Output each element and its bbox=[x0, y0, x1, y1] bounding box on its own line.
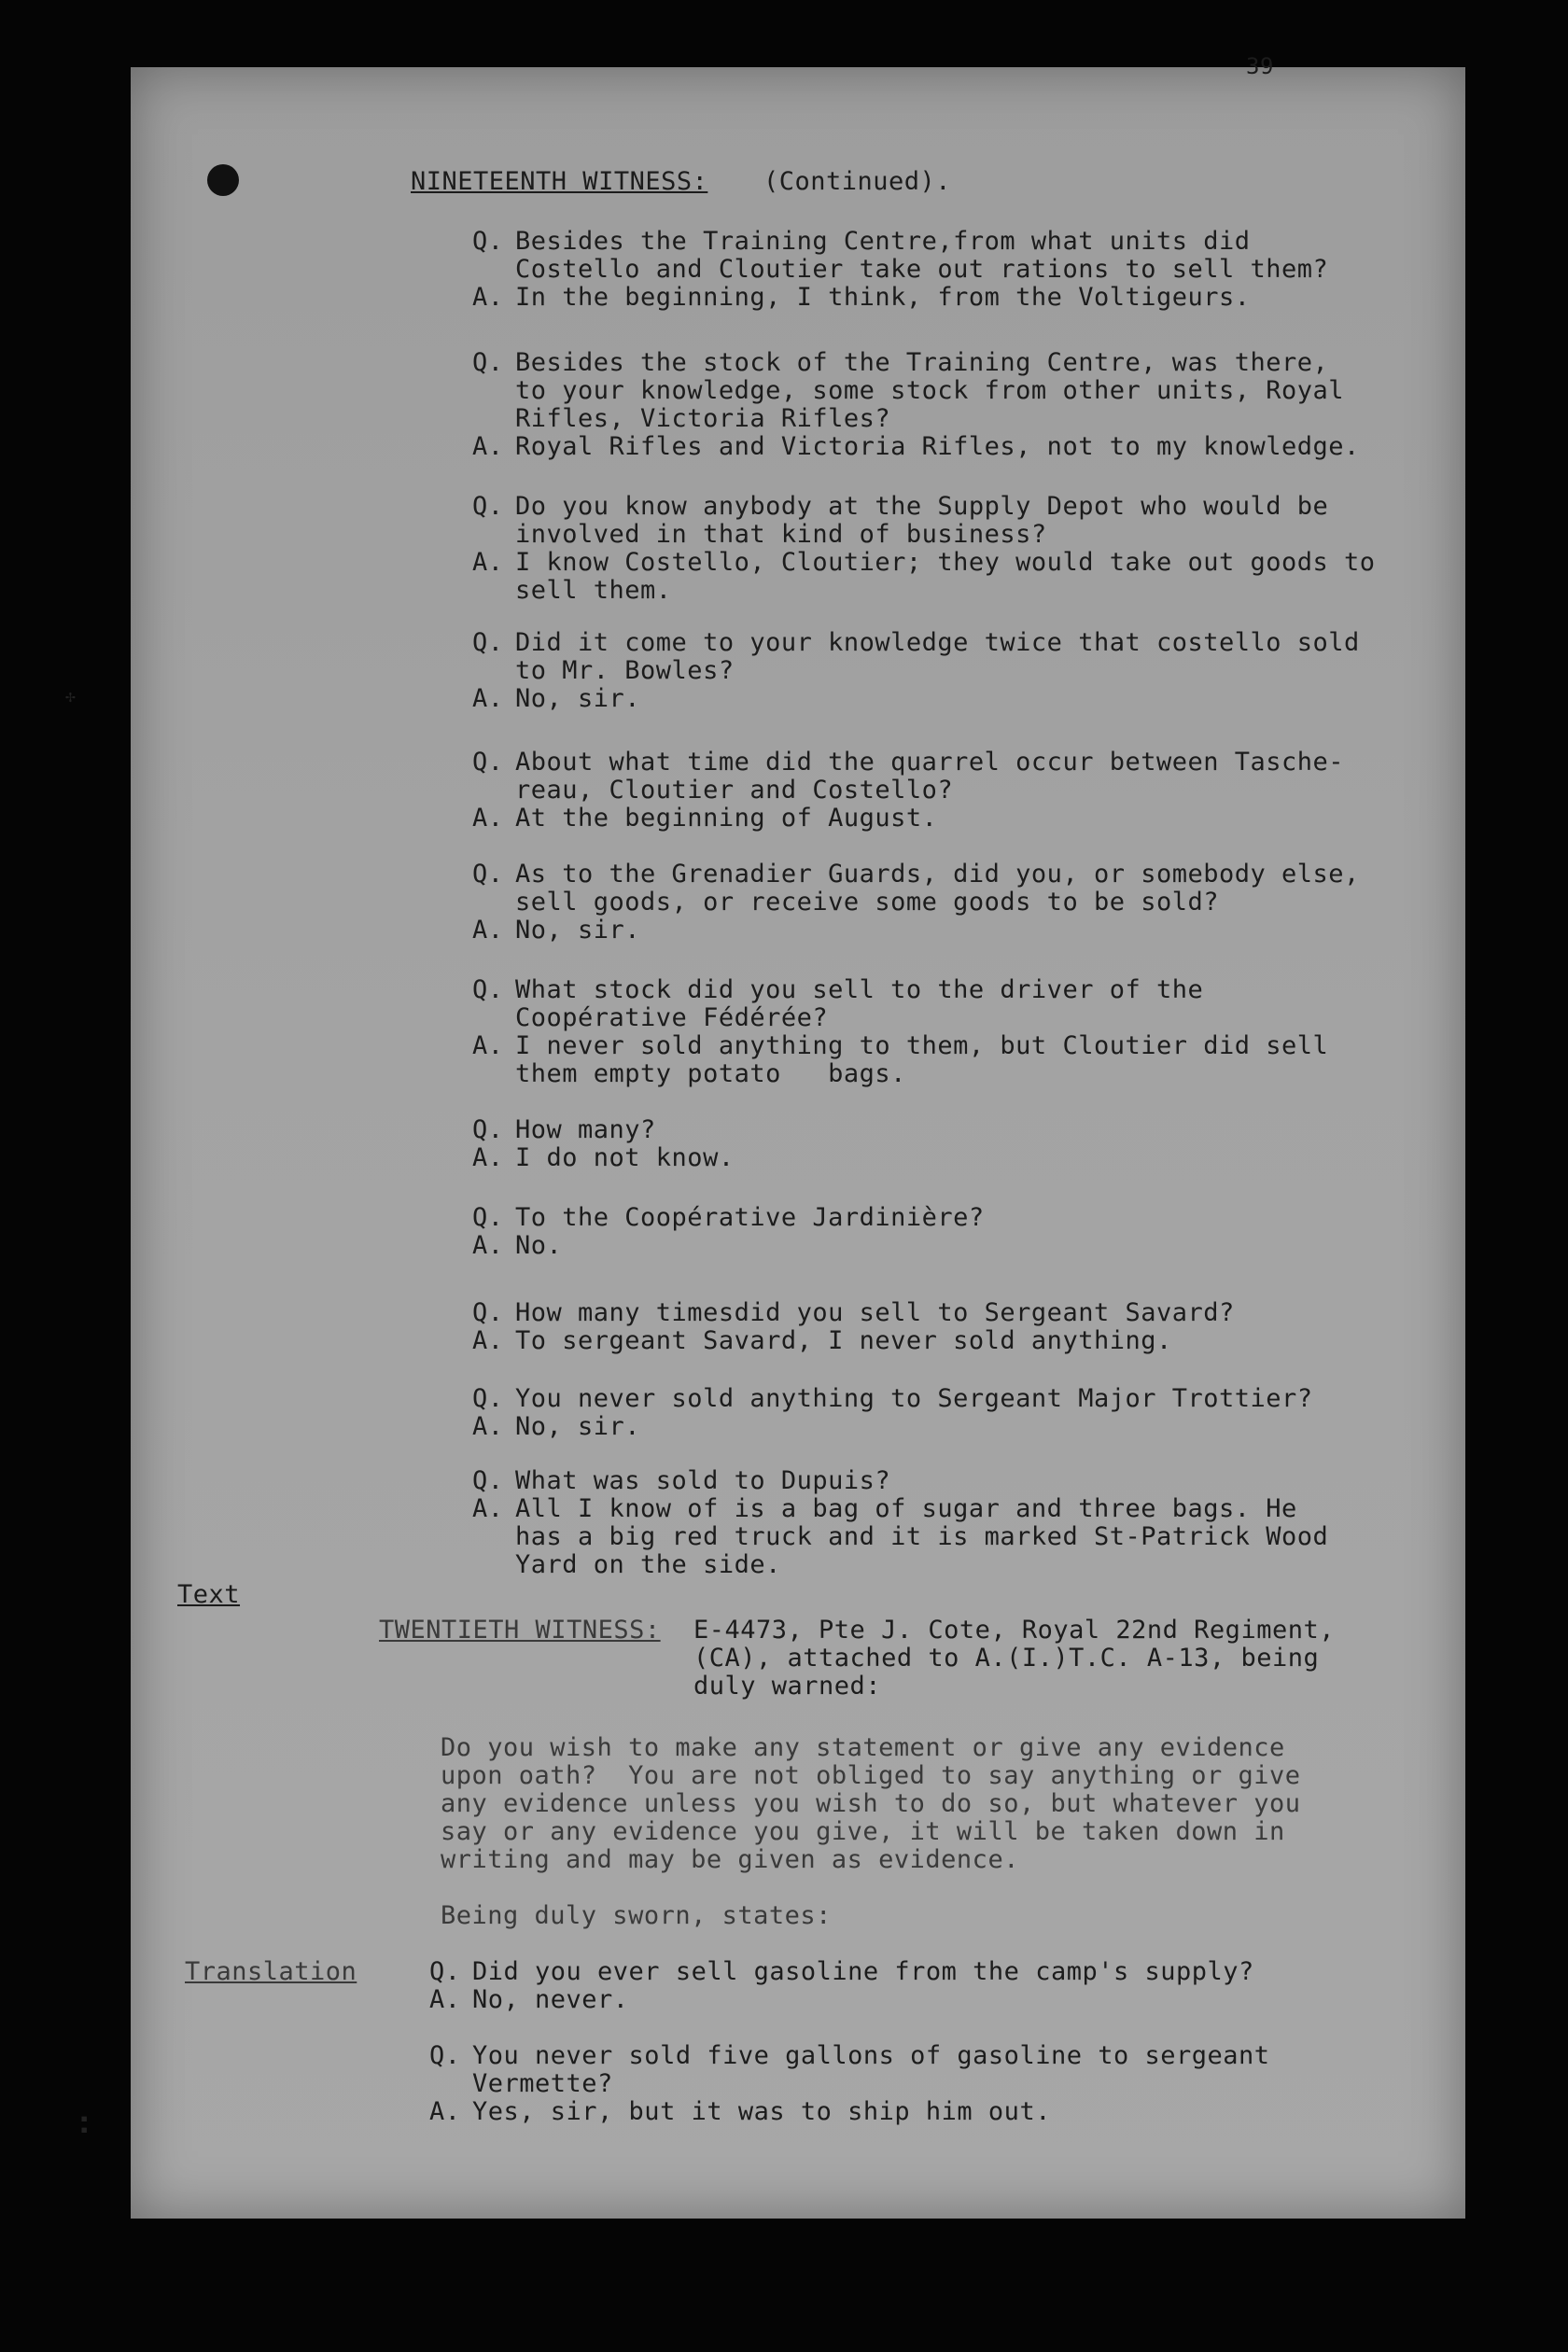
question-text: What stock did you sell to the driver of the Coopérative Fédérée? bbox=[515, 975, 1204, 1032]
question-marker: Q. bbox=[429, 1957, 461, 1986]
question-marker: Q. bbox=[472, 227, 504, 256]
answer-text: All I know of is a bag of sugar and three bags. He has a big red truck and it is marked St-Patrick Wood Yard on the side. bbox=[515, 1494, 1329, 1579]
question-text: As to the Grenadier Guards, did you, or somebody else, sell goods, or receive some goods to be sold? bbox=[515, 860, 1360, 917]
answer-marker: A. bbox=[472, 1412, 504, 1441]
question-marker: Q. bbox=[472, 1115, 504, 1144]
question-text: What was sold to Dupuis? bbox=[515, 1466, 891, 1495]
answer-marker: A. bbox=[472, 1031, 504, 1060]
answer-text: I do not know. bbox=[515, 1143, 735, 1172]
margin-label-translation: Translation bbox=[185, 1957, 357, 1986]
page-number: 39 bbox=[1246, 53, 1274, 79]
question-text: You never sold five gallons of gasoline to sergeant Vermette? bbox=[472, 2041, 1270, 2098]
question-marker: Q. bbox=[472, 860, 504, 889]
question-marker: Q. bbox=[472, 975, 504, 1004]
answer-text: I never sold anything to them, but Cloutier did sell them empty potato bags. bbox=[515, 1031, 1329, 1088]
answer-marker: A. bbox=[472, 548, 504, 577]
question-marker: Q. bbox=[472, 628, 504, 657]
answer-marker: A. bbox=[472, 283, 504, 312]
question-marker: Q. bbox=[472, 1466, 504, 1495]
question-text: Did it come to your knowledge twice that costello sold to Mr. Bowles? bbox=[515, 628, 1360, 685]
answer-marker: A. bbox=[429, 1985, 461, 2014]
question-marker: Q. bbox=[429, 2041, 461, 2070]
question-text: You never sold anything to Sergeant Major Trottier? bbox=[515, 1384, 1313, 1413]
margin-mark: ✢ bbox=[65, 687, 76, 707]
answer-text: I know Costello, Cloutier; they would take out goods to sell them. bbox=[515, 548, 1376, 605]
twentieth-witness-intro: E-4473, Pte J. Cote, Royal 22nd Regiment, (CA), attached to A.(I.)T.C. A-13, being duly warned: bbox=[693, 1616, 1335, 1701]
answer-text: Yes, sir, but it was to ship him out. bbox=[472, 2097, 1051, 2126]
margin-label-text: Text bbox=[177, 1580, 241, 1609]
witness-heading: NINETEENTH WITNESS: bbox=[411, 167, 708, 196]
question-text: To the Coopérative Jardinière? bbox=[515, 1203, 985, 1232]
question-text: Besides the stock of the Training Centre, was there, to your knowledge, some stock from other units, Royal Rifles, Victoria Rifles? bbox=[515, 348, 1345, 433]
answer-text: Royal Rifles and Victoria Rifles, not to my knowledge. bbox=[515, 432, 1360, 461]
answer-marker: A. bbox=[472, 804, 504, 833]
margin-mark-small: ▪ ▪ bbox=[80, 2111, 89, 2137]
question-marker: Q. bbox=[472, 748, 504, 777]
answer-marker: A. bbox=[472, 1494, 504, 1523]
answer-text: No, never. bbox=[472, 1985, 629, 2014]
answer-marker: A. bbox=[472, 684, 504, 713]
question-text: How many timesdid you sell to Sergeant Savard? bbox=[515, 1298, 1235, 1327]
answer-text: In the beginning, I think, from the Voltigeurs. bbox=[515, 283, 1251, 312]
answer-text: No. bbox=[515, 1231, 563, 1260]
question-marker: Q. bbox=[472, 1298, 504, 1327]
answer-text: At the beginning of August. bbox=[515, 804, 938, 833]
answer-text: No, sir. bbox=[515, 684, 641, 713]
punch-hole bbox=[207, 164, 239, 196]
answer-text: No, sir. bbox=[515, 916, 641, 945]
answer-marker: A. bbox=[472, 432, 504, 461]
answer-marker: A. bbox=[472, 1231, 504, 1260]
question-text: Did you ever sell gasoline from the camp's supply? bbox=[472, 1957, 1254, 1986]
answer-text: No, sir. bbox=[515, 1412, 641, 1441]
answer-marker: A. bbox=[472, 1326, 504, 1355]
answer-marker: A. bbox=[472, 916, 504, 945]
question-marker: Q. bbox=[472, 348, 504, 377]
twentieth-witness-heading: TWENTIETH WITNESS: bbox=[379, 1616, 661, 1645]
question-text: About what time did the quarrel occur between Tasche- reau, Cloutier and Costello? bbox=[515, 748, 1345, 805]
answer-marker: A. bbox=[472, 1143, 504, 1172]
caution-statement: Do you wish to make any statement or give any evidence upon oath? You are not obliged to say anything or give any evidence unless you wish to do so, but whatever you say or any evidence you give, it will be taken down in writing and may be given as evidence. bbox=[441, 1733, 1301, 1874]
heading-continued: (Continued). bbox=[763, 167, 952, 196]
question-text: How many? bbox=[515, 1115, 656, 1144]
question-marker: Q. bbox=[472, 1203, 504, 1232]
question-marker: Q. bbox=[472, 492, 504, 521]
question-text: Besides the Training Centre,from what units did Costello and Cloutier take out rations to sell them? bbox=[515, 227, 1329, 284]
question-marker: Q. bbox=[472, 1384, 504, 1413]
sworn-statement: Being duly sworn, states: bbox=[441, 1901, 832, 1930]
answer-text: To sergeant Savard, I never sold anything. bbox=[515, 1326, 1172, 1355]
answer-marker: A. bbox=[429, 2097, 461, 2126]
question-text: Do you know anybody at the Supply Depot who would be involved in that kind of business? bbox=[515, 492, 1329, 549]
